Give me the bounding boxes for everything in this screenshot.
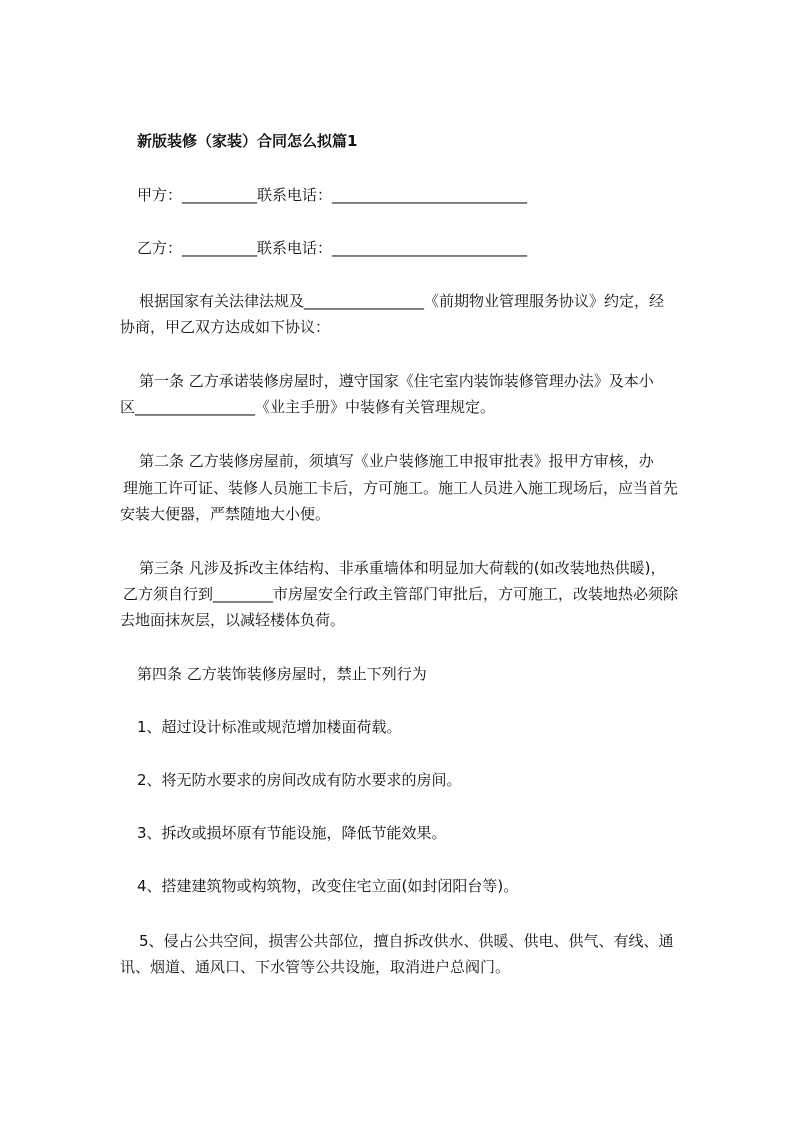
list-item: 4、搭建建筑物或构筑物，改变住宅立面(如封闭阳台等)。 <box>137 877 519 895</box>
item5-line-1: 5、侵占公共空间，损害公共部位，擅自拆改供水、供暖、供电、供气、有线、通 <box>139 932 674 950</box>
intro-line-1: 根据国家有关法律法规及________________《前期物业管理服务协议》约定，经 <box>139 292 665 310</box>
document-title: 新版装修（家装）合同怎么拟篇1 <box>137 132 358 150</box>
list-item: 1、超过设计标准或规范增加楼面荷载。 <box>137 718 402 736</box>
article1-line-2: 区________________《业主手册》中装修有关管理规定。 <box>120 398 496 416</box>
party-a-line: 甲方：__________联系电话：__________________________ <box>137 186 528 204</box>
list-item: 3、拆改或损坏原有节能设施，降低节能效果。 <box>137 824 447 842</box>
article2-line-1: 第二条 乙方装修房屋前，须填写《业户装修施工申报审批表》报甲方审核，办 <box>139 452 654 470</box>
article1-line-1: 第一条 乙方承诺装修房屋时，遵守国家《住宅室内装饰装修管理办法》及本小 <box>139 372 654 390</box>
list-item: 2、将无防水要求的房间改成有防水要求的房间。 <box>137 771 462 789</box>
article2-line-2: 理施工许可证、装修人员施工卡后，方可施工。施工人员进入施工现场后，应当首先 <box>123 479 679 497</box>
article3-line-2: 乙方须自行到________市房屋安全行政主管部门审批后，方可施工，改装地热必须除 <box>123 585 679 603</box>
article4-heading: 第四条 乙方装饰装修房屋时，禁止下列行为 <box>137 665 427 683</box>
intro-line-2: 协商，甲乙双方达成如下协议： <box>120 318 331 336</box>
item5-line-2: 讯、烟道、通风口、下水管等公共设施，取消进户总阀门。 <box>120 958 511 976</box>
article3-line-1: 第三条 凡涉及拆改主体结构、非承重墙体和明显加大荷载的(如改装地热供暖)， <box>139 559 666 577</box>
article2-line-3: 安装大便器，严禁随地大小便。 <box>120 505 331 523</box>
article3-line-3: 去地面抹灰层，以减轻楼体负荷。 <box>120 611 346 629</box>
party-b-line: 乙方：__________联系电话：__________________________ <box>137 239 528 257</box>
